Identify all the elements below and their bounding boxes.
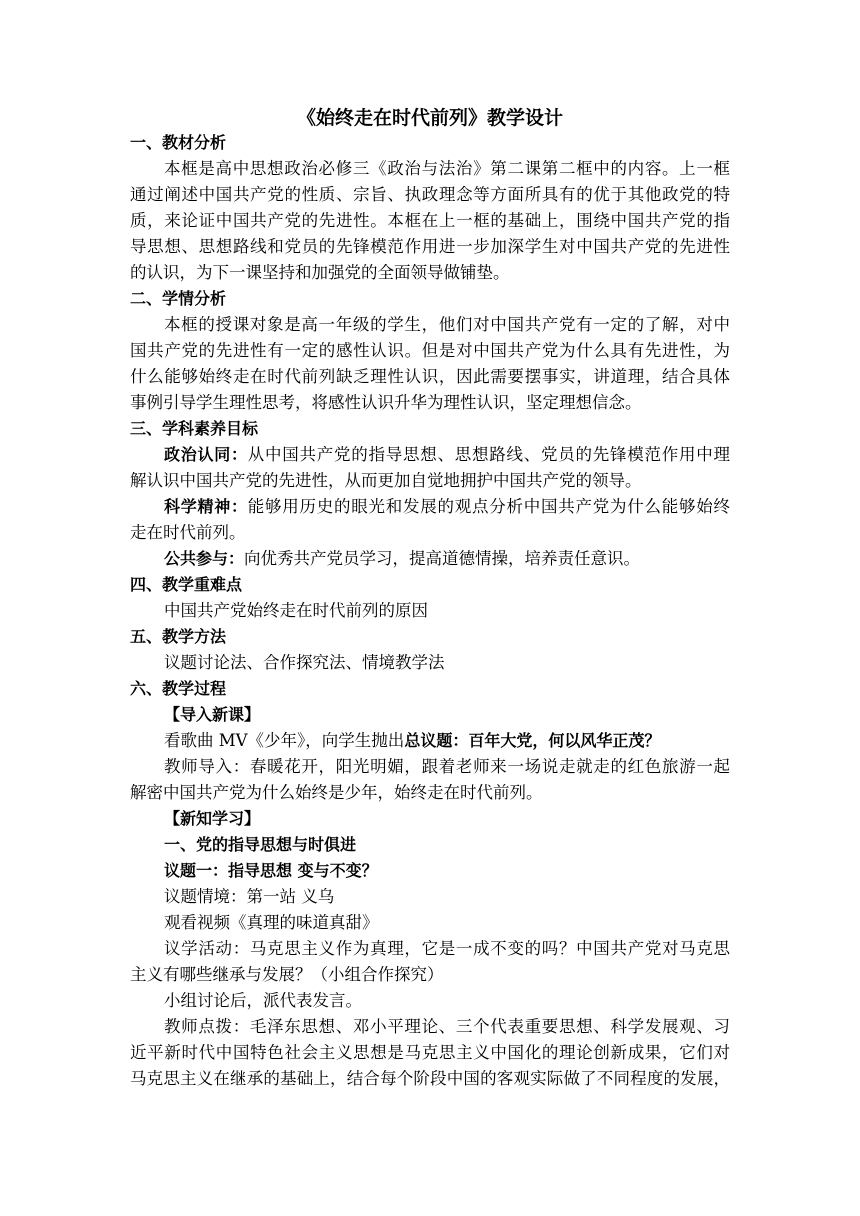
song-text: 看歌曲 MV《少年》，向学生抛出 — [164, 731, 405, 750]
paragraph-line: 教师点拨：毛泽东思想、邓小平理论、三个代表重要思想、科学发展观、习 — [164, 1017, 730, 1036]
goal-label: 科学精神： — [164, 497, 248, 516]
paragraph-line: 教师导入：春暖花开，阳光明媚，跟着老师来一场说走就走的红色旅游一起 — [164, 757, 730, 776]
paragraph-line: 本框是高中思想政治必修三《政治与法治》第二课第二框中的内容。上一框 — [164, 159, 730, 178]
goal-label: 政治认同： — [164, 445, 248, 464]
goal-label: 公共参与： — [164, 549, 245, 568]
paragraph-line: 解密中国共产党为什么始终是少年，始终走在时代前列。 — [130, 783, 543, 802]
main-topic: 总议题：百年大党，何以风华正茂？ — [404, 731, 661, 750]
goal-public-participation — [130, 546, 730, 572]
section-heading-textbook-analysis: 一、教材分析 — [130, 133, 227, 152]
paragraph-line: 质，来论证中国共产党的先进性。本框在上一框的基础上，围绕中国共产党的指 — [130, 211, 730, 230]
document-body — [130, 130, 730, 1092]
goal-political-identity — [130, 442, 730, 468]
paragraph-line: 什么能够始终走在时代前列缺乏理性认识，因此需要摆事实，讲道理，结合具体 — [130, 367, 730, 386]
paragraph-line: 议学活动：马克思主义作为真理，它是一成不变的吗？中国共产党对马克思 — [164, 939, 730, 958]
topic-one: 议题一：指导思想 变与不变？ — [164, 861, 378, 880]
paragraph-line: 小组讨论后，派代表发言。 — [164, 991, 362, 1010]
paragraph-line: 本框的授课对象是高一年级的学生，他们对中国共产党有一定的了解，对中 — [164, 315, 730, 334]
paragraph-line: 观看视频《真理的味道真甜》 — [164, 913, 379, 932]
paragraph-line: 近平新时代中国特色社会主义思想是马克思主义中国化的理论创新成果，它们对 — [130, 1043, 730, 1062]
section-heading-teaching-methods: 五、教学方法 — [130, 627, 227, 646]
paragraph-line: 导思想、思想路线和党员的先锋模范作用进一步加深学生对中国共产党的先进性 — [130, 237, 730, 256]
goal-text: 能够用历史的眼光和发展的观点分析中国共产党为什么能够始终 — [247, 497, 730, 516]
paragraph-line: 走在时代前列。 — [130, 523, 246, 542]
goal-text: 向优秀共产党员学习，提高道德情操，培养责任意识。 — [244, 549, 641, 568]
paragraph-line: 事例引导学生理性思考，将感性认识升华为理性认识，坚定理想信念。 — [130, 393, 642, 412]
section-heading-teaching-process: 六、教学过程 — [130, 679, 227, 698]
subheading-introduction: 【导入新课】 — [164, 705, 261, 724]
goal-text: 从中国共产党的指导思想、思想路线、党员的先锋模范作用中理 — [247, 445, 730, 464]
paragraph-line: 国共产党的先进性有一定的感性认识。但是对中国共产党为什么具有先进性，为 — [130, 341, 730, 360]
paragraph-line: 的认识，为下一课坚持和加强党的全面领导做铺垫。 — [130, 263, 510, 282]
section-heading-key-points: 四、教学重难点 — [130, 575, 243, 594]
paragraph-line: 议题情境：第一站 义乌 — [164, 887, 335, 906]
song-introduction — [130, 728, 730, 754]
subheading-guiding-thought: 一、党的指导思想与时俱进 — [164, 835, 357, 854]
document-title: 《始终走在时代前列》教学设计 — [296, 107, 563, 129]
paragraph-line: 主义有哪些继承与发展？（小组合作探究） — [130, 965, 444, 984]
section-heading-student-analysis: 二、学情分析 — [130, 289, 227, 308]
paragraph-line: 马克思主义在继承的基础上，结合每个阶段中国的客观实际做了不同程度的发展， — [130, 1069, 730, 1088]
paragraph-line: 通过阐述中国共产党的性质、宗旨、执政理念等方面所具有的优于其他政党的特 — [130, 185, 730, 204]
paragraph-line: 解认识中国共产党的先进性，从而更加自觉地拥护中国共产党的领导。 — [130, 471, 642, 490]
subheading-new-knowledge: 【新知学习】 — [164, 809, 261, 828]
paragraph-line: 议题讨论法、合作探究法、情境教学法 — [164, 653, 445, 672]
goal-scientific-spirit — [130, 494, 730, 520]
section-heading-literacy-goals: 三、学科素养目标 — [130, 419, 259, 438]
paragraph-line: 中国共产党始终走在时代前列的原因 — [164, 601, 428, 620]
